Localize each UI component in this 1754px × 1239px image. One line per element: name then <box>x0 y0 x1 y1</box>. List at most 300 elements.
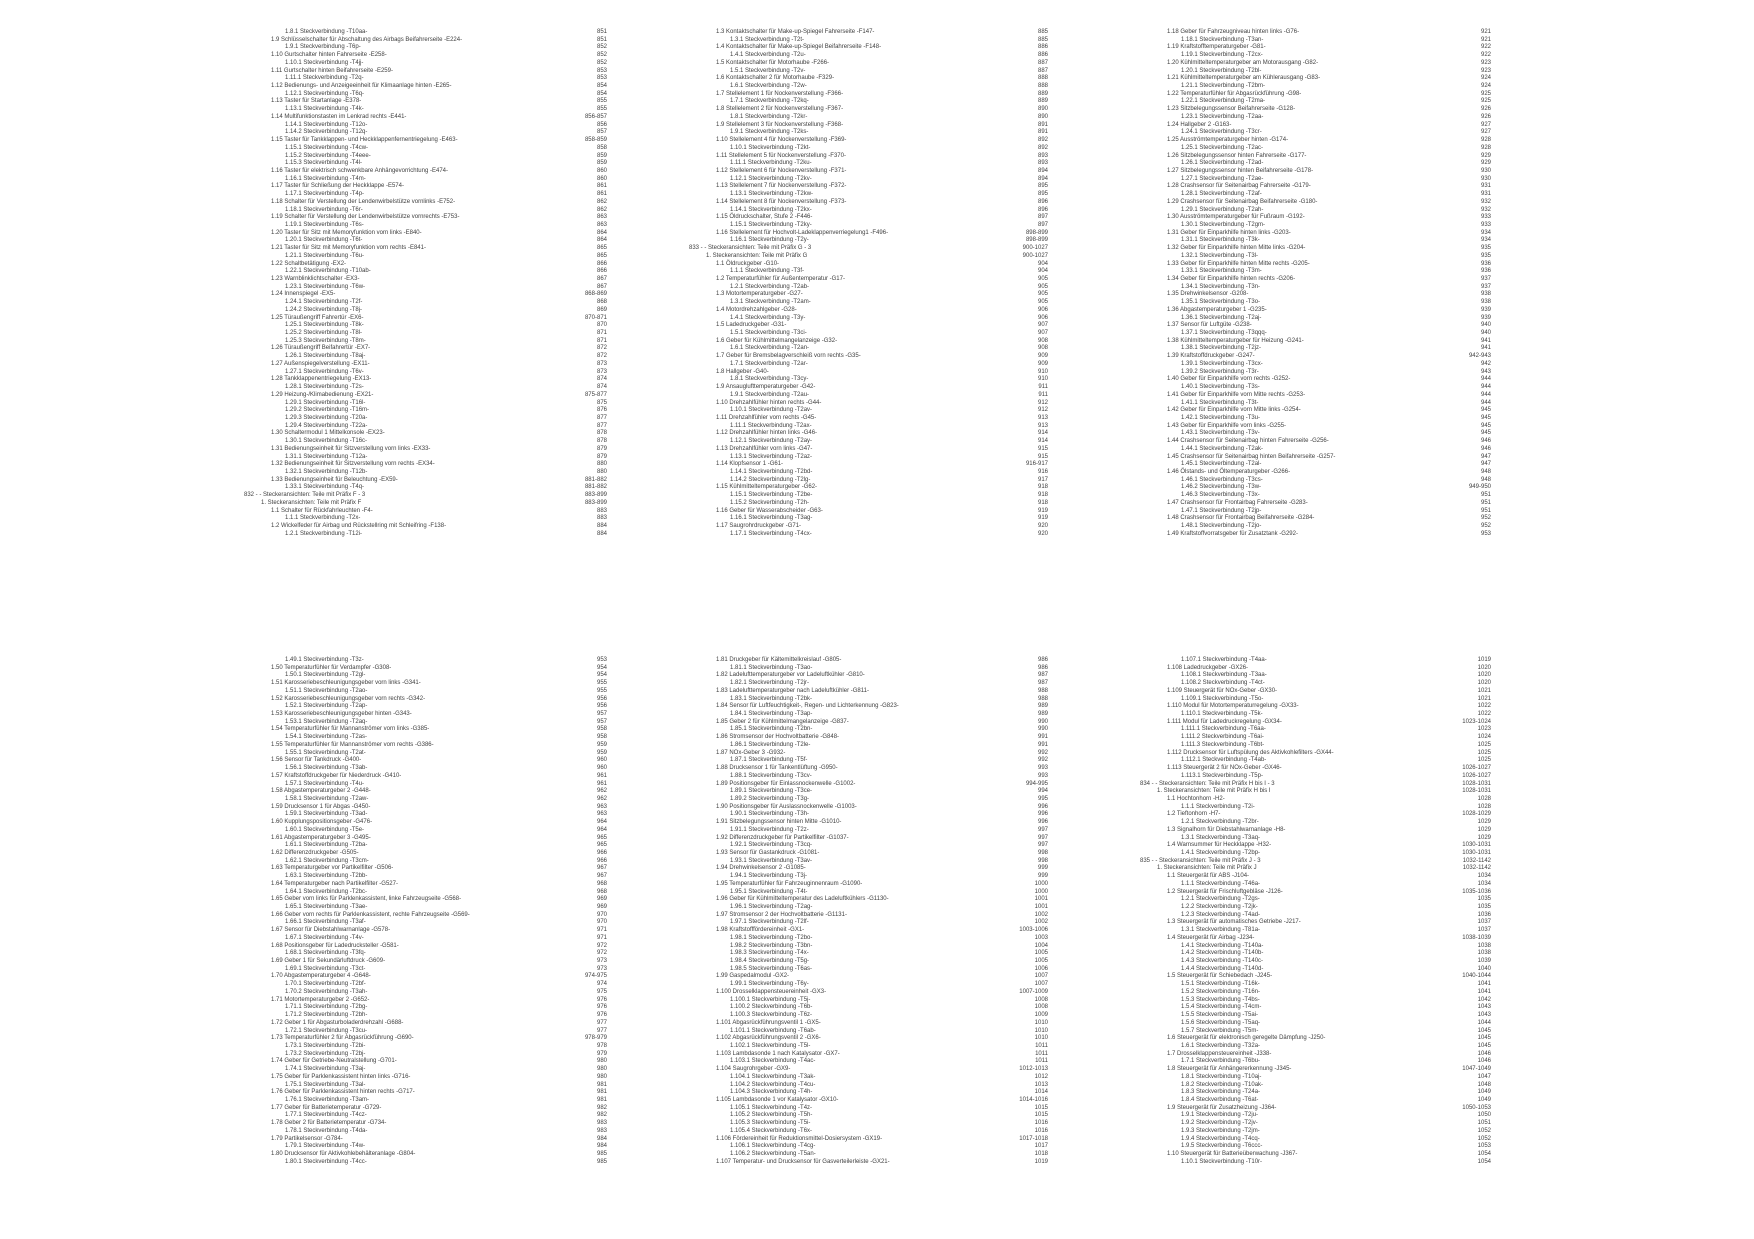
index-entry-label: 1.5.7 Steckverbindung -T5m- <box>1181 1027 1259 1034</box>
index-row <box>1140 912 1491 920</box>
index-row <box>244 711 607 719</box>
index-entry-page-number: 1035-1036 <box>1462 888 1491 895</box>
index-entry-page-number: 907 <box>1037 322 1048 329</box>
index-entry-label: 1.13.1 Steckverbindung -T2kw- <box>730 191 814 198</box>
index-entry-page-number: 997 <box>1037 842 1048 849</box>
index-row <box>689 168 1048 176</box>
index-entry-page-number: 960 <box>596 757 607 764</box>
index-entry-page-number: 866 <box>596 268 607 275</box>
index-entry-label: 1.111.3 Steckverbindung -T6bt- <box>1181 741 1265 748</box>
index-entry-page-number: 890 <box>1037 113 1048 120</box>
index-row <box>244 850 607 858</box>
index-entry-label: 1.88.1 Steckverbindung -T3cv- <box>730 772 812 779</box>
index-row <box>244 253 607 261</box>
index-row <box>244 865 607 873</box>
index-row <box>689 973 1048 981</box>
index-entry-label: 1.61.1 Steckverbindung -T2ba- <box>285 842 368 849</box>
index-row <box>244 819 607 827</box>
index-entry-page-number: 920 <box>1037 523 1048 529</box>
index-row <box>689 750 1048 758</box>
index-entry-page-number: 996 <box>1037 811 1048 818</box>
index-row <box>244 515 607 523</box>
index-entry-label: 1.81 Druckgeber für Kältemittelkreislauf -G805- <box>716 657 842 663</box>
index-row <box>244 1143 607 1151</box>
index-entry-page-number: 852 <box>596 44 607 51</box>
index-entry-page-number: 871 <box>596 337 607 344</box>
index-entry-label: 1.112.1 Steckverbindung -T4ab- <box>1181 757 1267 764</box>
index-row <box>1140 153 1491 161</box>
index-entry-page-number: 938 <box>1480 291 1491 298</box>
index-row <box>244 52 607 60</box>
index-row <box>244 1012 607 1020</box>
index-entry-label: 1.109 Steuergerät für NOx-Geber -GX30- <box>1167 687 1278 694</box>
index-column-top-middle <box>689 29 1048 538</box>
index-entry-page-number: 867 <box>596 276 607 282</box>
index-row <box>689 508 1048 516</box>
index-entry-page-number: 976 <box>596 1012 607 1019</box>
index-entry-label: 1.64.1 Steckverbindung -T2bc- <box>285 888 368 895</box>
index-entry-label: 1.15 Öldruckschalter, Stufe 2 -F446- <box>716 214 813 221</box>
index-row <box>244 361 607 369</box>
index-entry-page-number: 984 <box>596 1135 607 1142</box>
index-row <box>689 400 1048 408</box>
index-entry-page-number: 929 <box>1480 160 1491 167</box>
index-entry-label: 1.12 Drehzahlfühler hinten links -G46- <box>716 430 818 437</box>
index-row <box>689 811 1048 819</box>
index-row <box>1140 430 1491 438</box>
index-row <box>244 781 607 789</box>
index-entry-label: 1.4.1 Steckverbindung -T2bp- <box>1181 849 1261 856</box>
index-entry-page-number: 992 <box>1037 749 1048 756</box>
index-entry-page-number: 981 <box>596 1096 607 1103</box>
index-row <box>689 291 1048 299</box>
index-row <box>244 353 607 361</box>
index-row <box>689 98 1048 106</box>
index-entry-page-number: 900-1027 <box>1022 252 1048 259</box>
index-row <box>244 842 607 850</box>
index-entry-label: 1.98.3 Steckverbindung -T4x- <box>730 950 809 957</box>
index-entry-page-number: 1007 <box>1034 981 1048 988</box>
index-entry-label: 1.23.1 Steckverbindung -T2aa- <box>1181 113 1264 120</box>
index-entry-page-number: 859 <box>596 160 607 167</box>
index-entry-page-number: 1054 <box>1477 1151 1491 1157</box>
index-entry-page-number: 880 <box>596 461 607 468</box>
index-entry-label: 1.4.1 Steckverbindung -T2u- <box>730 52 806 59</box>
index-entry-label: 1.45 Crashsensor für Seitenairbag hinten Beifahrerseite -G257- <box>1167 453 1336 460</box>
index-row <box>689 322 1048 330</box>
index-entry-label: 1.16 Stellelement für Hochvolt-Ladeklappenverriegelung1 -F496- <box>716 229 889 236</box>
index-row <box>689 989 1048 997</box>
index-entry-label: 1.2.1 Steckverbindung -T12i- <box>285 530 363 537</box>
index-entry-page-number: 1039 <box>1477 958 1491 965</box>
index-entry-label: 1.53.1 Steckverbindung -T2aq- <box>285 718 368 725</box>
index-row <box>1140 353 1491 361</box>
index-entry-page-number: 1010 <box>1034 1019 1048 1026</box>
index-entry-page-number: 1011 <box>1035 1058 1048 1065</box>
index-row <box>244 114 607 122</box>
index-row <box>244 315 607 323</box>
index-entry-page-number: 1042 <box>1477 996 1491 1003</box>
index-entry-page-number: 1035 <box>1477 896 1491 903</box>
index-entry-label: 1.52 Karosseriebeschleunigungsgeber vorn rechts -G342- <box>271 695 426 702</box>
index-entry-label: 1.105 Lambdasonde 1 vor Katalysator -GX10- <box>716 1096 839 1103</box>
index-row <box>1140 29 1491 37</box>
index-entry-page-number: 928 <box>1480 137 1491 144</box>
index-entry-page-number: 1041 <box>1477 981 1491 988</box>
index-row <box>689 369 1048 377</box>
index-entry-page-number: 1007 <box>1034 973 1048 980</box>
index-row <box>244 919 607 927</box>
index-entry-page-number: 959 <box>596 741 607 748</box>
index-entry-page-number: 892 <box>1037 137 1048 144</box>
index-entry-page-number: 926 <box>1480 113 1491 120</box>
index-entry-label: 1. Steckeransichten: Teile mit Präfix F <box>261 499 362 506</box>
index-entry-label: 1.2.1 Steckverbindung -T2br- <box>1181 819 1259 826</box>
index-entry-label: 1.29 Crashsensor für Seitenairbag Beifahrerseite -G180- <box>1167 198 1318 205</box>
index-row <box>689 858 1048 866</box>
index-row <box>689 469 1048 477</box>
index-entry-page-number: 1008 <box>1034 1004 1048 1011</box>
index-row <box>1140 1004 1491 1012</box>
index-entry-page-number: 881-882 <box>584 476 607 483</box>
index-row <box>244 1120 607 1128</box>
index-entry-page-number: 980 <box>596 1066 607 1073</box>
index-entry-label: 1.94.1 Steckverbindung -T3j- <box>730 873 808 880</box>
index-entry-page-number: 908 <box>1037 337 1048 344</box>
index-row <box>1140 1028 1491 1036</box>
index-row <box>689 145 1048 153</box>
index-entry-page-number: 862 <box>596 206 607 213</box>
index-entry-label: 1.53 Karosseriebeschleunigungsgeber hinten -G343- <box>271 711 412 718</box>
index-entry-label: 1.46.2 Steckverbindung -T3w- <box>1181 484 1262 491</box>
index-entry-label: 1.1 Öldruckgeber -G10- <box>716 260 780 267</box>
index-entry-page-number: 915 <box>1037 445 1048 452</box>
index-entry-label: 1.49.1 Steckverbindung -T3z- <box>285 657 364 663</box>
index-row <box>689 75 1048 83</box>
index-entry-page-number: 960 <box>596 765 607 772</box>
index-entry-label: 1.2.1 Steckverbindung -T2gs- <box>1181 896 1260 903</box>
index-entry-page-number: 894 <box>1037 167 1048 174</box>
index-row <box>244 345 607 353</box>
index-row <box>1140 1112 1491 1120</box>
index-row <box>689 827 1048 835</box>
index-entry-label: 1.12 Bedienungs- und Anzeigeeinheit für Klimaanlage hinten -E265- <box>271 83 452 90</box>
index-entry-label: 1.1 Steuergerät für ABS -J104- <box>1167 873 1250 880</box>
index-entry-label: 1.35 Drehwinkelsensor -G208- <box>1167 291 1249 298</box>
index-row <box>244 1051 607 1059</box>
index-row <box>689 773 1048 781</box>
index-row <box>689 981 1048 989</box>
index-entry-label: 1.47.1 Steckverbindung -T2jp- <box>1181 507 1262 514</box>
index-entry-label: 1.59 Drucksensor 1 für Abgas -G450- <box>271 803 371 810</box>
index-entry-page-number: 864 <box>596 229 607 236</box>
index-entry-page-number: 916 <box>1037 468 1048 475</box>
index-row <box>244 531 607 539</box>
index-entry-label: 1.73.2 Steckverbindung -T2bj- <box>285 1050 366 1057</box>
index-row <box>244 207 607 215</box>
index-entry-label: 1.84 Sensor für Luftfeuchtigkeit-, Regen- und Lichterkennung -G823- <box>716 703 899 710</box>
index-row <box>244 469 607 477</box>
index-entry-label: 1.71 Motortemperaturgeber 2 -G652- <box>271 996 370 1003</box>
index-entry-page-number: 986 <box>1037 657 1048 663</box>
index-entry-page-number: 863 <box>596 221 607 228</box>
index-row <box>1140 835 1491 843</box>
index-row <box>244 299 607 307</box>
index-row <box>244 734 607 742</box>
index-row <box>1140 415 1491 423</box>
index-entry-label: 1.17.1 Steckverbindung -T4p- <box>285 191 365 198</box>
index-entry-label: 1.5 Steuergerät für Schiebedach -J245- <box>1167 973 1273 980</box>
index-row <box>689 392 1048 400</box>
index-row <box>1140 477 1491 485</box>
index-entry-page-number: 1015 <box>1034 1104 1048 1111</box>
index-entry-page-number: 883 <box>596 507 607 514</box>
index-entry-page-number: 859 <box>596 152 607 159</box>
index-row <box>689 438 1048 446</box>
index-entry-label: 1.13.1 Steckverbindung -T2az- <box>730 453 813 460</box>
index-entry-page-number: 967 <box>596 865 607 872</box>
index-row <box>244 1159 607 1167</box>
index-entry-page-number: 1038-1039 <box>1462 934 1491 941</box>
index-entry-label: 1.14 Multifunktionstasten im Lenkrad rechts -E441- <box>271 113 407 120</box>
index-entry-label: 1.59.1 Steckverbindung -T3ad- <box>285 811 368 818</box>
index-entry-page-number: 954 <box>596 672 607 679</box>
index-entry-page-number: 887 <box>1037 67 1048 74</box>
index-entry-label: 1.1.1 Steckverbindung -T46a- <box>1181 880 1261 887</box>
index-entry-page-number: 931 <box>1480 183 1491 190</box>
index-row <box>689 1066 1048 1074</box>
index-entry-label: 1.1.1 Steckverbindung -T2i- <box>1181 803 1255 810</box>
index-entry-label: 1.30.1 Steckverbindung -T16c- <box>285 438 368 445</box>
index-row <box>689 191 1048 199</box>
index-row <box>244 680 607 688</box>
index-entry-label: 1.40.1 Steckverbindung -T3s- <box>1181 384 1260 391</box>
index-entry-label: 1.24.2 Steckverbindung -T8j- <box>285 306 363 313</box>
index-entry-page-number: 973 <box>596 958 607 965</box>
index-entry-page-number: 966 <box>596 849 607 856</box>
index-entry-label: 1.13 Drehzahlfühler vorn links -G47- <box>716 445 813 452</box>
index-row <box>1140 469 1491 477</box>
index-entry-label: 1.10.1 Steckverbindung -T2kt- <box>730 144 811 151</box>
index-entry-page-number: 945 <box>1480 414 1491 421</box>
index-row <box>689 711 1048 719</box>
index-row <box>689 657 1048 665</box>
index-row <box>1140 981 1491 989</box>
index-entry-page-number: 907 <box>1037 330 1048 337</box>
index-row <box>1140 261 1491 269</box>
index-entry-label: 1.8.1 Steckverbindung -T3cy- <box>730 376 809 383</box>
index-row <box>244 966 607 974</box>
index-entry-page-number: 931 <box>1480 191 1491 198</box>
index-entry-page-number: 1022 <box>1477 703 1491 710</box>
index-entry-page-number: 946 <box>1480 438 1491 445</box>
index-entry-page-number: 989 <box>1037 703 1048 710</box>
index-entry-page-number: 1029 <box>1477 819 1491 826</box>
index-row <box>689 1097 1048 1105</box>
index-entry-label: 834 - - Steckeransichten: Teile mit Präfix H bis I - 3 <box>1140 780 1275 787</box>
index-row <box>1140 384 1491 392</box>
index-entry-page-number: 898-899 <box>1025 237 1048 244</box>
index-entry-page-number: 935 <box>1480 245 1491 252</box>
index-entry-page-number: 851 <box>596 29 607 35</box>
index-entry-page-number: 888 <box>1037 83 1048 90</box>
index-entry-page-number: 886 <box>1037 44 1048 51</box>
index-column-bottom-left <box>244 657 607 1166</box>
index-entry-label: 1.106.2 Steckverbindung -T5an- <box>730 1151 816 1157</box>
index-entry-label: 1.109.1 Steckverbindung -T5o- <box>1181 695 1264 702</box>
index-entry-label: 1.16 Geber für Wasserabscheider -G63- <box>716 507 823 514</box>
index-entry-label: 1.1 Hochtonhorn -H2- <box>1167 795 1225 802</box>
index-entry-label: 1.111.2 Steckverbindung -T6ai- <box>1181 734 1264 741</box>
index-entry-page-number: 955 <box>596 687 607 694</box>
index-row <box>1140 896 1491 904</box>
index-entry-label: 1.104.1 Steckverbindung -T3ak- <box>730 1073 816 1080</box>
index-entry-label: 1.6 Steuergerät für elektronisch geregelte Dämpfung -J250- <box>1167 1035 1326 1042</box>
index-row <box>1140 711 1491 719</box>
index-row <box>689 299 1048 307</box>
index-entry-page-number: 978-979 <box>584 1035 607 1042</box>
index-row <box>1140 461 1491 469</box>
index-row <box>244 665 607 673</box>
index-row <box>689 484 1048 492</box>
index-entry-label: 1.15.3 Steckverbindung -T4l- <box>285 160 363 167</box>
index-entry-label: 1.48.1 Steckverbindung -T2jo- <box>1181 523 1262 529</box>
index-entry-label: 1.18.1 Steckverbindung -T6r- <box>285 206 363 213</box>
index-entry-page-number: 854 <box>596 90 607 97</box>
index-entry-label: 1.95 Temperaturfühler für Fahrzeuginnenraum -G1090- <box>716 880 863 887</box>
index-entry-label: 1.111 Modul für Ladedruckregelung -GX34- <box>1167 718 1282 725</box>
index-entry-page-number: 933 <box>1480 221 1491 228</box>
index-entry-page-number: 916-917 <box>1025 461 1048 468</box>
index-row <box>689 446 1048 454</box>
index-row <box>689 804 1048 812</box>
index-entry-label: 1.34.1 Steckverbindung -T3n- <box>1181 283 1261 290</box>
index-row <box>689 1028 1048 1036</box>
index-row <box>689 515 1048 523</box>
index-entry-page-number: 1049 <box>1477 1096 1491 1103</box>
index-entry-label: 1.18 Geber für Fahrzeugniveau hinten links -G76- <box>1167 29 1300 35</box>
index-row <box>244 688 607 696</box>
index-row <box>689 1136 1048 1144</box>
index-entry-label: 1.8.4 Steckverbindung -T6at- <box>1181 1096 1259 1103</box>
index-row <box>689 230 1048 238</box>
index-row <box>244 68 607 76</box>
index-row <box>1140 137 1491 145</box>
index-entry-label: 1.6 Geber für Kühlmittelmangelanzeige -G32- <box>716 337 838 344</box>
index-entry-label: 1.3.1 Steckverbindung -T81a- <box>1181 927 1261 934</box>
index-entry-page-number: 913 <box>1037 422 1048 429</box>
index-entry-page-number: 921 <box>1480 29 1491 35</box>
index-row <box>244 1097 607 1105</box>
index-entry-page-number: 951 <box>1480 499 1491 506</box>
index-entry-page-number: 968 <box>596 880 607 887</box>
index-entry-page-number: 957 <box>596 711 607 718</box>
index-row <box>1140 672 1491 680</box>
index-row <box>1140 361 1491 369</box>
index-row <box>689 37 1048 45</box>
index-entry-label: 1.70.1 Steckverbindung -T2bf- <box>285 981 366 988</box>
index-entry-label: 1.52.1 Steckverbindung -T2ap- <box>285 703 368 710</box>
index-entry-page-number: 922 <box>1480 52 1491 59</box>
index-entry-label: 1.43 Geber für Einparkhilfe vorn links -G255- <box>1167 422 1287 429</box>
index-entry-label: 1.7.1 Steckverbindung -T6bu- <box>1181 1058 1261 1065</box>
index-entry-label: 1.37.1 Steckverbindung -T3qqq- <box>1181 330 1267 337</box>
index-entry-page-number: 943 <box>1480 368 1491 375</box>
index-entry-page-number: 878 <box>596 438 607 445</box>
index-entry-page-number: 1003-1006 <box>1019 927 1048 934</box>
index-entry-page-number: 1041 <box>1477 988 1491 995</box>
index-entry-page-number: 927 <box>1480 121 1491 128</box>
index-row <box>244 858 607 866</box>
index-row <box>1140 237 1491 245</box>
index-row <box>689 315 1048 323</box>
index-entry-label: 1.9.1 Steckverbindung -T6p- <box>285 44 361 51</box>
index-entry-page-number: 999 <box>1037 865 1048 872</box>
index-entry-page-number: 965 <box>596 842 607 849</box>
index-entry-page-number: 874 <box>596 376 607 383</box>
index-entry-label: 1.83.1 Steckverbindung -T2bk- <box>730 695 813 702</box>
index-row <box>689 60 1048 68</box>
index-entry-page-number: 869 <box>596 306 607 313</box>
index-row <box>689 819 1048 827</box>
index-entry-page-number: 919 <box>1037 507 1048 514</box>
index-row <box>1140 819 1491 827</box>
index-entry-page-number: 874 <box>596 384 607 391</box>
index-row <box>689 307 1048 315</box>
index-row <box>1140 796 1491 804</box>
index-entry-page-number: 872 <box>596 345 607 352</box>
index-entry-page-number: 1001 <box>1034 904 1048 910</box>
index-entry-label: 1.26 Sitzbelegungssensor hinten Fahrerseite -G177- <box>1167 152 1307 159</box>
index-entry-label: 1.17.1 Steckverbindung -T4cx- <box>730 530 812 537</box>
index-entry-page-number: 942-943 <box>1468 353 1491 360</box>
index-row <box>689 696 1048 704</box>
index-entry-page-number: 1026-1027 <box>1462 772 1491 779</box>
index-entry-page-number: 1007-1009 <box>1019 988 1048 995</box>
index-entry-page-number: 880 <box>596 468 607 475</box>
index-entry-page-number: 1003 <box>1034 934 1048 941</box>
index-row <box>244 153 607 161</box>
index-row <box>1140 1136 1491 1144</box>
index-entry-page-number: 875 <box>596 399 607 406</box>
index-entry-page-number: 1046 <box>1477 1050 1491 1057</box>
index-row <box>689 889 1048 897</box>
index-row <box>244 1089 607 1097</box>
index-entry-page-number: 972 <box>596 942 607 949</box>
index-row <box>1140 291 1491 299</box>
index-entry-label: 1.86 Stromsensor der Hochvoltbatterie -G848- <box>716 734 840 741</box>
index-entry-label: 1.58.1 Steckverbindung -T2aw- <box>285 795 369 802</box>
index-row <box>689 865 1048 873</box>
index-entry-page-number: 1028-1029 <box>1462 811 1491 818</box>
index-entry-page-number: 897 <box>1037 214 1048 221</box>
index-entry-label: 1.87 NOx-Geber 3 -G932- <box>716 749 786 756</box>
index-row <box>1140 91 1491 99</box>
index-entry-label: 1.79 Partikelsensor -G784- <box>271 1135 343 1142</box>
index-entry-page-number: 918 <box>1037 499 1048 506</box>
index-entry-page-number: 895 <box>1037 191 1048 198</box>
index-entry-page-number: 945 <box>1480 407 1491 414</box>
index-row <box>689 1082 1048 1090</box>
index-entry-page-number: 948 <box>1480 476 1491 483</box>
index-entry-label: 1.78 Geber 2 für Batterietemperatur -G734- <box>271 1120 387 1127</box>
index-entry-label: 1.25.3 Steckverbindung -T8m- <box>285 337 366 344</box>
index-entry-label: 1.8 Steuergerät für Anhängererkennung -J345- <box>1167 1066 1292 1073</box>
index-entry-page-number: 993 <box>1037 772 1048 779</box>
index-entry-page-number: 891 <box>1037 121 1048 128</box>
index-row <box>244 1043 607 1051</box>
index-row <box>244 291 607 299</box>
